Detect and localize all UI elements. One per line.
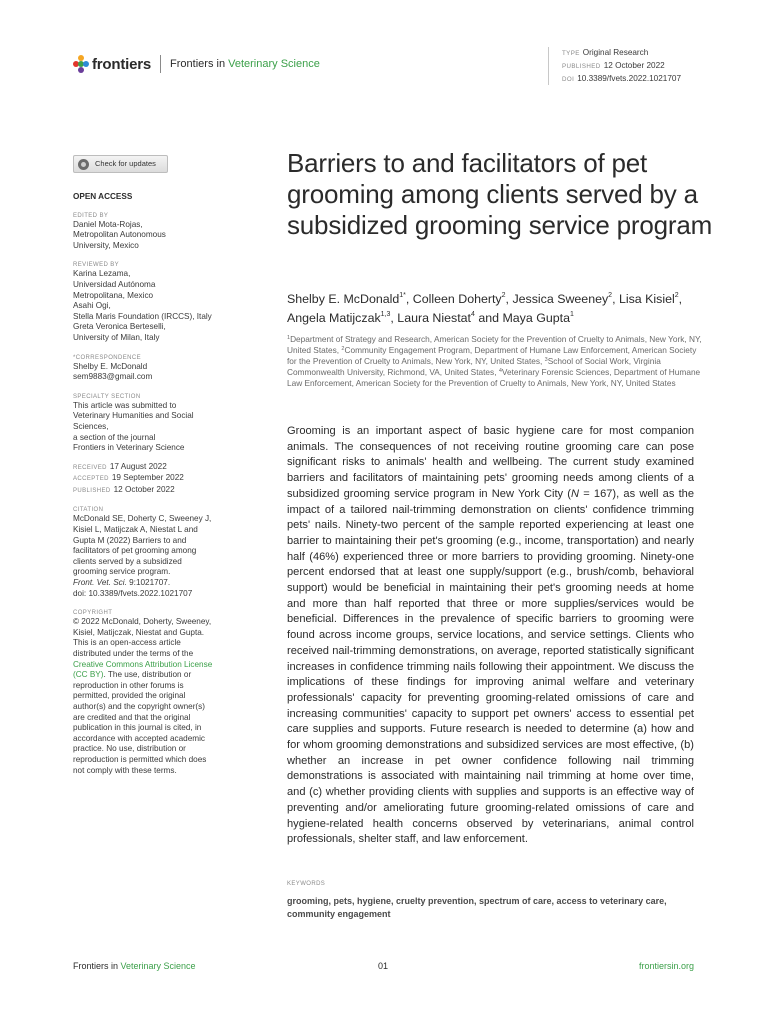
abstract (287, 424, 694, 848)
footer-journal-prefix: Frontiers in (73, 961, 121, 971)
copyright (73, 617, 243, 776)
author-affiliation-marker: 1,3 (380, 311, 391, 318)
author-name[interactable]: Laura Niestat (397, 311, 471, 325)
author-affiliation-marker: 2 (608, 292, 613, 299)
author-name[interactable]: Maya Gupta (502, 311, 570, 325)
footer-site-link[interactable]: frontiersin.org (638, 961, 694, 971)
author-separator: , (678, 292, 683, 306)
reviewed-by-label: REVIEWED BY (73, 262, 120, 269)
open-access-label: OPEN ACCESS (73, 192, 133, 201)
affiliation-marker: 2 (341, 346, 345, 352)
journal-name: Veterinary Science (228, 58, 320, 70)
doi-value[interactable]: 10.3389/fvets.2022.1021707 (577, 73, 682, 83)
copyright-text-pre: © 2022 McDonald, Doherty, Sweeney, Kisiel, Matijczak, Niestat and Gupta. This is an open-access article distributed under the terms of the (73, 617, 212, 658)
citation-journal: Front. Vet. Sci. (73, 578, 127, 588)
article-title: Barriers to and facilitators of pet grooming among clients served by a subsidized grooming service program (287, 148, 713, 240)
affiliation-marker: 4 (498, 368, 502, 374)
copyright-label: COPYRIGHT (73, 610, 113, 617)
citation-label: CITATION (73, 507, 104, 514)
abstract-text-2: = 167), as well as the impact of a tailored nail-trimming demonstration on clients' confidence trimming pets' nails. Ninety-two percent of the sample reported experiencing at least one barrier to maintaining their pet's grooming (e.g., income, transportation) and nearly half (46%) experienced three or more barriers to providing grooming. Ninety-one percent endorsed that at least one supply/support (e.g., brush/comb, behavioral support) would be beneficial in maintaining their pet's grooming needs at home and more than half reported that three or more supplies/services would be beneficial. Differences in the prevalence of specific barriers to grooming were found across income groups, service locations, and service settings. Clients who received nail-trimming demonstrations, on average, reported statistically significant increases in confidence trimming nails following their appointment. We discuss the implications of these findings for improving animal welfare and veterinary professionals' capacity for preventing grooming-related omissions of care and increasing communities' capacity to support pet owners' access to essential pet care supplies and supports. Future research is needed to determine (a) how and for whom grooming demonstrations and subsidized services are most effective, (b) whether an increase in pet owner confidence following nail trimming demonstrations is associated with maintaining nail trimming at home over time, and (c) whether providing clients with supplies and supports is an effective way of preventing and/or ameliorating future grooming-related omissions of care and hygiene-related health concerns observed by veterinarians, animal control professionals, shelter staff, and law enforcement. (287, 487, 694, 846)
author-affiliation-marker: 1 (569, 311, 574, 318)
abstract-text-1: Grooming is an important aspect of basic hygiene care for most companion animals. The consequences of not receiving routine grooming care can pose significant risks to animals' health and wellbeing. The current study examined barriers and facilitators of maintaining pets' grooming needs among clients of a subsidized grooming service program in New York City ( (287, 425, 694, 500)
accepted-label: ACCEPTED (73, 476, 109, 483)
type-label: TYPE (562, 50, 580, 57)
author-separator: , (390, 311, 398, 325)
frontiers-logo[interactable] (73, 55, 320, 73)
keywords: grooming, pets, hygiene, cruelty prevention, spectrum of care, access to veterinary care, community engagement (287, 896, 667, 919)
author-separator: , (405, 292, 413, 306)
author-list (287, 290, 717, 328)
author-name[interactable]: Jessica Sweeney (512, 292, 609, 306)
check-updates-label: Check for updates (95, 158, 156, 168)
author-name[interactable]: Lisa Kisiel (618, 292, 675, 306)
author-affiliation-marker: 2 (674, 292, 679, 299)
footer-journal[interactable] (73, 961, 196, 971)
published-value: 12 October 2022 (603, 60, 665, 70)
journal-title[interactable] (170, 58, 320, 70)
published-label-left: PUBLISHED (73, 487, 111, 494)
brand-name: frontiers (92, 55, 152, 73)
author-affiliation-marker: 2 (501, 292, 506, 299)
accepted-date: 19 September 2022 (111, 473, 184, 483)
received-row (73, 462, 243, 474)
affiliation-marker: 1 (287, 335, 291, 341)
keywords-label: KEYWORDS (287, 881, 326, 887)
update-check-icon (78, 159, 89, 170)
affiliation-text: Community Engagement Program, Department of Humane Law Enforcement, American Society for the Prevention of Cruelty to Animals, New York, NY, United States, (287, 345, 697, 366)
edited-by-label: EDITED BY (73, 212, 109, 219)
reviewed-by: Karina Lezama, Universidad Autónoma Metropolitana, Mexico Asahi Ogi, Stella Maris Foundation (IRCCS), Italy Greta Veronica Berteselli, University of Milan, Italy (73, 269, 212, 342)
author-name[interactable]: Angela Matijczak (287, 311, 381, 325)
page-number: 01 (378, 961, 389, 971)
specialty-section: This article was submitted to Veterinary Humanities and Social Sciences, a section of the journal Frontiers in Veterinary Science (73, 400, 194, 453)
author-affiliation-marker: 1* (399, 292, 406, 299)
edited-by: Daniel Mota-Rojas, Metropolitan Autonomous University, Mexico (73, 219, 166, 250)
sidebar (73, 155, 243, 776)
received-label: RECEIVED (73, 464, 107, 471)
published-row-left (73, 485, 243, 497)
footer-journal-name: Veterinary Science (120, 961, 196, 971)
type-value: Original Research (582, 48, 649, 57)
affiliation-text: Veterinary Forensic Sciences, Department of Humane Law Enforcement, American Society for the Prevention of Cruelty to Animals, New York, NY, United States (287, 367, 701, 388)
copyright-text-post: . The use, distribution or reproduction in other forums is permitted, provided the original author(s) and the copyright owner(s) are credited and that the original publication in this journal is cited, in accordance with accepted academic practice. No use, distribution or reproduction is permitted which does not comply with these terms. (73, 670, 207, 775)
type-row (562, 47, 681, 60)
published-label: PUBLISHED (562, 62, 601, 70)
author-name[interactable]: Colleen Doherty (412, 292, 502, 306)
affiliation-text: Department of Strategy and Research, American Society for the Prevention of Cruelty to Animals, New York, NY, United States, (287, 334, 702, 355)
doi-row (562, 73, 681, 86)
author-separator: , (505, 292, 513, 306)
published-date-left: 12 October 2022 (113, 484, 175, 494)
frontiers-logo-icon (73, 55, 89, 73)
author-separator: and (474, 311, 503, 325)
author-affiliation-marker: 4 (471, 311, 475, 318)
author-name[interactable]: Shelby E. McDonald (287, 292, 400, 306)
specialty-section-label: SPECIALTY SECTION (73, 393, 141, 400)
affiliation-text: School of Social Work, Virginia Commonwealth University, Richmond, VA, United States, (287, 356, 661, 377)
logo-divider (160, 55, 161, 73)
check-for-updates-button[interactable] (73, 155, 168, 173)
citation-doi[interactable]: doi: 10.3389/fvets.2022.1021707 (73, 588, 193, 598)
correspondence-label: *CORRESPONDENCE (73, 354, 142, 361)
journal-prefix: Frontiers in (170, 58, 229, 70)
citation-text: McDonald SE, Doherty C, Sweeney J, Kisiel L, Matijczak A, Niestat L and Gupta M (2022) Barriers to and facilitators of pet grooming among clients served by a subsidized grooming service program. (73, 514, 212, 577)
affiliations (287, 334, 707, 389)
doi-label: DOI (562, 75, 575, 83)
article-meta (548, 47, 681, 85)
accepted-row (73, 473, 243, 485)
citation-volume: 9:1021707. (126, 578, 171, 588)
cc-license-link[interactable]: Creative Commons Attribution License (CC BY) (73, 659, 213, 680)
published-row (562, 60, 681, 73)
correspondence[interactable]: Shelby E. McDonald sem9883@gmail.com (73, 361, 153, 382)
affiliation-marker: 3 (544, 357, 548, 363)
received-date: 17 August 2022 (109, 461, 167, 471)
abstract-n-symbol: N (571, 487, 580, 500)
citation (73, 514, 243, 599)
author-separator: , (612, 292, 619, 306)
